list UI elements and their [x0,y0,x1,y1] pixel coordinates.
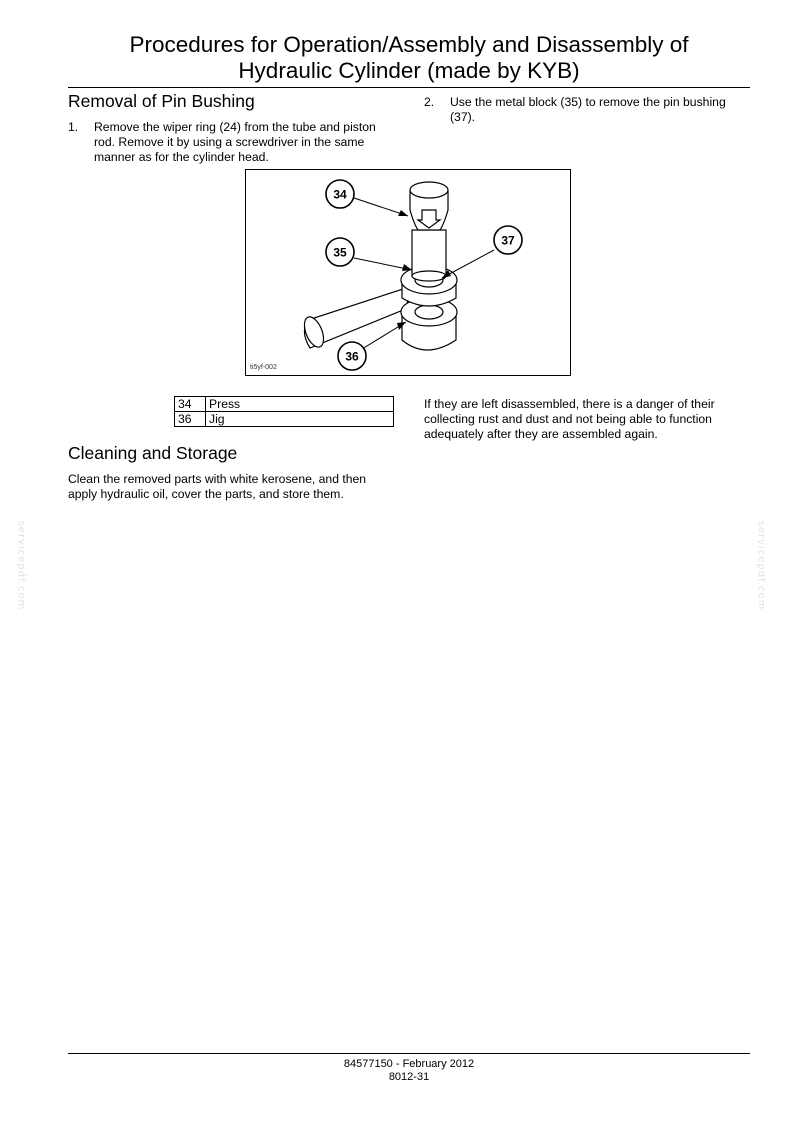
jig-bore [415,305,443,319]
callout-legend-table [174,396,394,427]
cleaning-paragraph [68,472,398,502]
pin-bushing-illustration [246,170,570,375]
title-divider [68,87,750,88]
page-title [68,32,750,84]
watermark-right: servicepdf.com [755,520,767,611]
callout-34: 34 [333,187,347,202]
legend-label: Press [206,397,394,412]
legend-label: Jig [206,412,394,427]
step-2-line: Use the metal block (35) to remove the pin bushing [450,95,726,109]
footer-doc-number: 84577150 - February 2012 [343,1058,475,1070]
step-1-line: manner as for the cylinder head. [94,150,269,164]
page-title-line-2: Hydraulic Cylinder (made by KYB) [238,58,580,83]
cleaning-line: apply hydraulic oil, cover the parts, and store them. [68,487,344,501]
note-line: adequately after they are assembled again. [424,427,658,441]
callout-35: 35 [333,245,347,260]
table-row [175,397,394,412]
step-1-line: Remove the wiper ring (24) from the tube and piston [94,120,376,134]
watermark-left: servicepdf.com [15,520,27,611]
callout-36: 36 [345,349,359,364]
step-1-number: 1. [68,120,79,134]
section-heading-removal: Removal of Pin Bushing [68,91,255,111]
figure-code: ti5yf-002 [250,364,277,371]
page-title-line-1: Procedures for Operation/Assembly and Disassembly of [129,32,689,57]
step-2-line: (37). [450,110,476,124]
table-row [175,412,394,427]
legend-number: 36 [175,412,206,427]
footer-divider [68,1053,750,1054]
metal-block-35 [412,230,446,276]
callout-37: 37 [501,233,515,248]
pin-bushing-figure [245,169,571,376]
step-1-line: rod. Remove it by using a screwdriver in the same [94,135,365,149]
legend-number: 34 [175,397,206,412]
step-2 [424,95,754,127]
note-line: If they are left disassembled, there is a danger of their [424,397,715,411]
cleaning-line: Clean the removed parts with white kerosene, and then [68,472,367,486]
footer-page-number: 8012-31 [388,1071,430,1083]
disassembly-note [424,397,754,442]
note-line: collecting rust and dust and not being able to function [424,412,712,426]
section-heading-cleaning: Cleaning and Storage [68,443,238,463]
step-2-number: 2. [424,95,435,109]
step-1 [68,120,398,168]
